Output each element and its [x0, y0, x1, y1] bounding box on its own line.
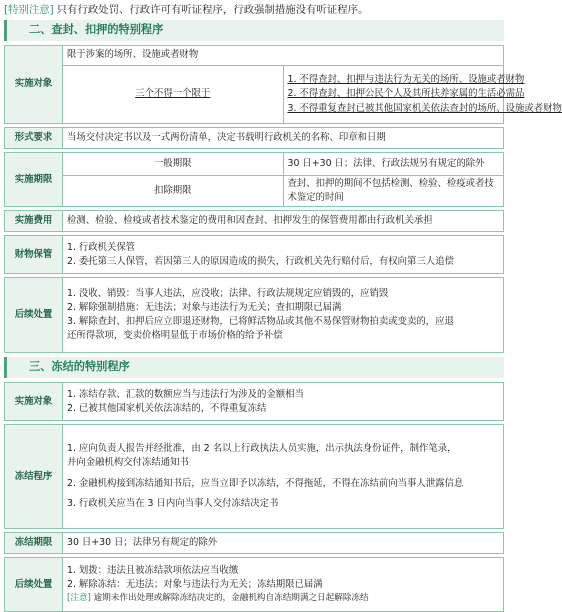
list-item: 2. 不得查封、扣押公民个人及其所扶养家属的生活必需品	[287, 88, 525, 100]
seizure-disposal-items	[63, 278, 504, 353]
note-text: 逾期未作出处理或解除冻结决定的，金融机构自冻结期满之日起解除冻结	[93, 593, 369, 604]
seizure-period-label: 实施期限	[5, 153, 63, 207]
freeze-period-label: 冻结期限	[5, 533, 63, 554]
freeze-disposal-items	[63, 558, 504, 612]
list-item: 2. 委托第三人保管，若因第三人的原因造成的损失，行政机关先行赔付后，有权向第三人追偿	[67, 255, 454, 267]
list-item: 3. 行政机关应当在 3 日内向当事人交付冻结决定书	[67, 498, 279, 510]
seizure-target-sublabel: 三个不得一个限于	[63, 66, 284, 124]
seizure-target-limit: 限于涉案的场所、设施或者财物	[63, 46, 504, 66]
seizure-custody-label: 财物保管	[5, 236, 63, 274]
list-item: 1. 行政机关保管	[67, 241, 136, 253]
freeze-target-items	[63, 383, 504, 421]
seizure-form-text: 当场交付决定书以及一式两份清单，决定书载明行政机关的名称、印章和日期	[63, 128, 504, 149]
special-note	[4, 2, 504, 20]
special-note-tag: [特别注意]	[4, 4, 54, 17]
section-seizure-title: 二、查封、扣押的特别程序	[4, 20, 504, 41]
freeze-procedure-label: 冻结程序	[5, 425, 63, 529]
list-item: 并向金融机构交付冻结通知书	[67, 457, 189, 469]
list-item: 2. 金融机构接到冻结通知书后，应当立即予以冻结，不得拖延，不得在冻结前向当事人泄露信息	[67, 477, 464, 489]
list-item: 3. 解除查封、扣押后应立即退还财物，已将鲜活物品或其他不易保管财物拍卖或变卖的，应退	[67, 316, 454, 328]
list-item: 还所得款项，变卖价格明显低于市场价格的给予补偿	[67, 330, 283, 342]
seizure-deduct-period-label: 扣除期限	[63, 176, 284, 207]
seizure-normal-period-text: 30 日+30 日；法律、行政法规另有规定的除外	[283, 153, 504, 176]
freeze-target-label: 实施对象	[5, 383, 63, 421]
list-item: 2. 已被其他国家机关依法冻结的，不得重复冻结	[67, 402, 267, 414]
freeze-disposal-label: 后续处置	[5, 558, 63, 612]
freeze-period-text: 30 日+30 日；法律另有规定的除外	[63, 533, 504, 554]
seizure-normal-period-label: 一般期限	[63, 153, 284, 176]
seizure-disposal-label: 后续处置	[5, 278, 63, 353]
seizure-cost-text: 检测、检验、检疫或者技术鉴定的费用和因查封、扣押发生的保管费用都由行政机关承担	[63, 211, 504, 232]
list-item: 1. 应向负责人报告并经批准，由 2 名以上行政执法人员实施，出示执法身份证件，制作笔录，	[67, 443, 457, 455]
list-item: 1. 不得查封、扣押与违法行为无关的场所、设施或者财物	[287, 74, 525, 86]
freeze-procedure-items	[63, 425, 504, 529]
seizure-custody-items	[63, 236, 504, 274]
list-item: 1. 没收、销毁：当事人违法，应没收；法律、行政法规规定应销毁的，应销毁	[67, 288, 389, 299]
list-item: 2. 解除强制措施：无违法；对象与违法行为无关；查扣期限已届满	[67, 302, 342, 314]
note-tag: [注意]	[67, 593, 91, 604]
list-item: 3. 不得重复查封已被其他国家机关依法查封的场所、设施或者财物	[287, 102, 562, 114]
seizure-table	[4, 45, 562, 353]
list-item: 1. 划拨：违法且被冻结款项依法应当收缴	[67, 565, 239, 577]
seizure-target-items	[283, 66, 562, 124]
list-item: 1. 冻结存款、汇款的数额应当与违法行为涉及的金额相当	[67, 388, 304, 400]
freeze-table	[4, 382, 504, 612]
special-note-text: 只有行政处罚、行政许可有听证程序，行政强制措施没有听证程序。	[56, 4, 369, 17]
seizure-target-label: 实施对象	[5, 46, 63, 124]
list-item: 2. 解除冻结：无违法；对象与违法行为无关；冻结期限已届满	[67, 579, 323, 591]
seizure-cost-label: 实施费用	[5, 211, 63, 232]
seizure-deduct-period-text: 查封、扣押的期间不包括检测、检验、检疫或者技术鉴定的时间	[283, 176, 504, 207]
freeze-disposal-note	[67, 592, 499, 605]
seizure-form-label: 形式要求	[5, 128, 63, 149]
section-freeze-title: 三、冻结的特别程序	[4, 357, 504, 378]
